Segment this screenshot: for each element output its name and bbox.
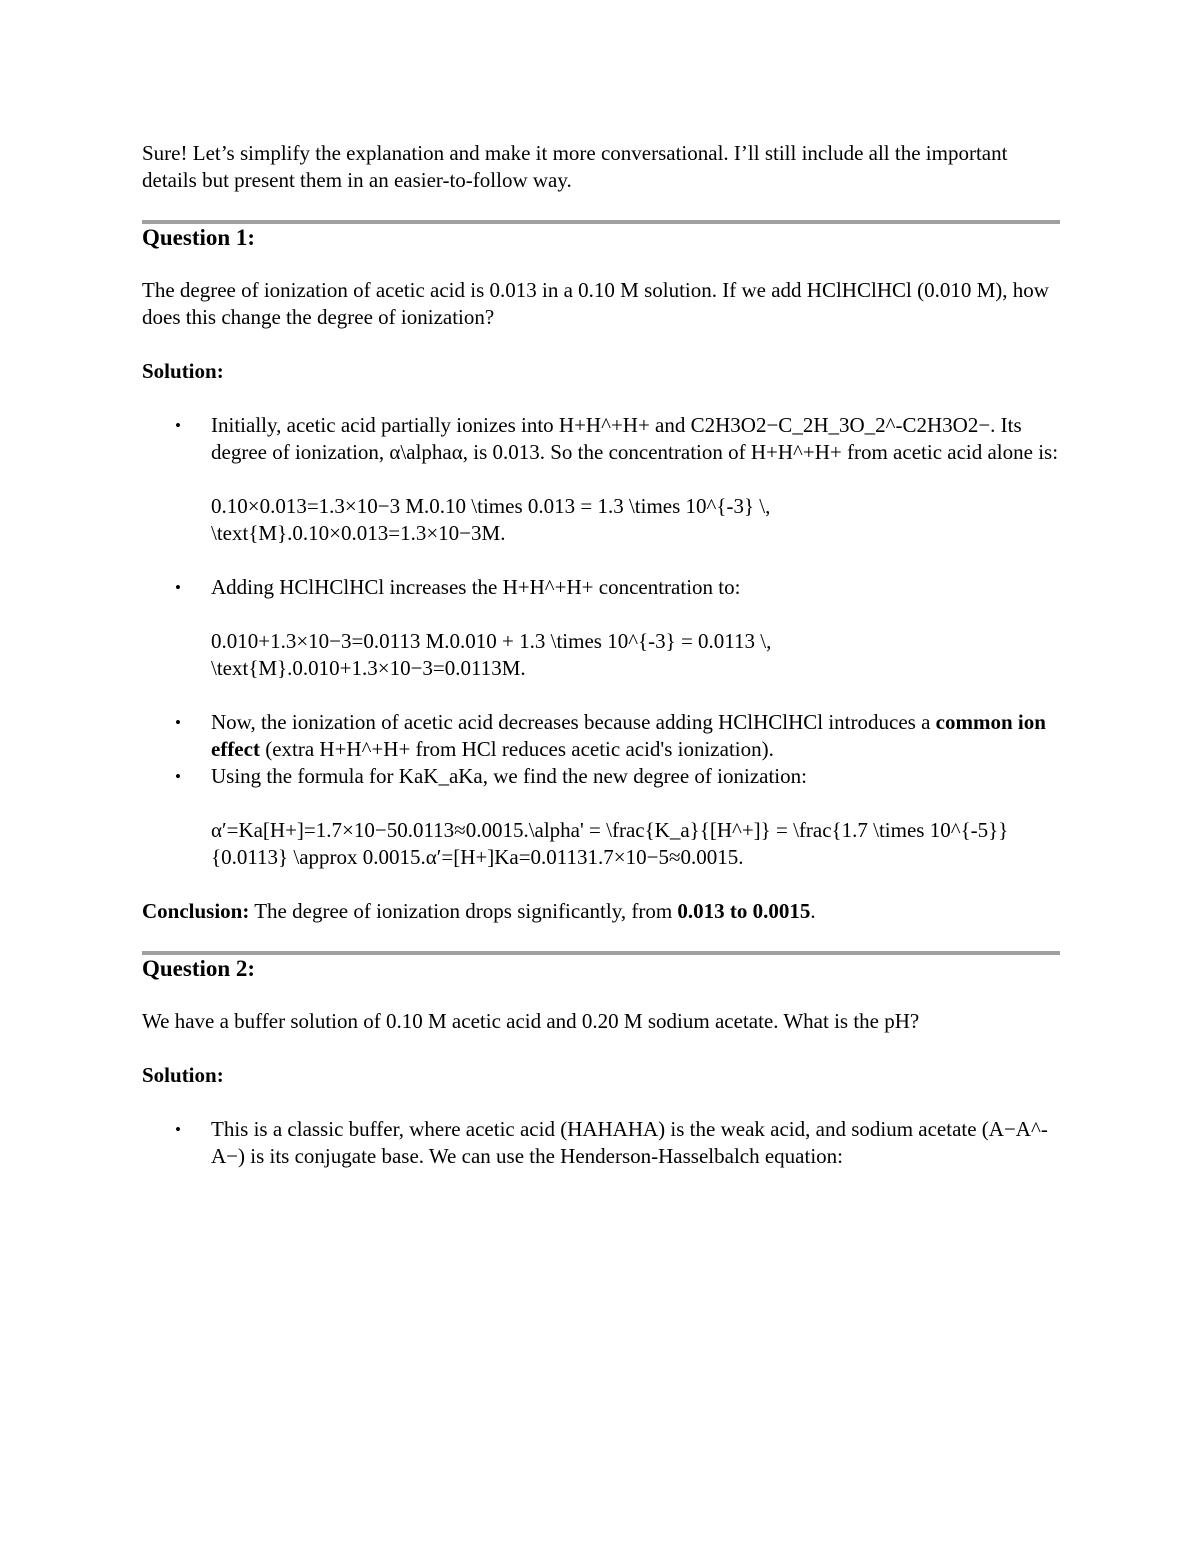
conclusion-end: . [810, 899, 816, 923]
question-1-solution-label: Solution: [142, 359, 224, 383]
bullet-icon: • [175, 578, 181, 597]
bullet-icon: • [175, 1120, 181, 1139]
step-text-part: (extra H+H^+H+ from HCl reduces acetic acid's ionization). [259, 737, 774, 761]
bullet-icon: • [175, 713, 181, 732]
question-2-solution-label: Solution: [142, 1063, 224, 1087]
step-text: This is a classic buffer, where acetic acid (HAHAHA) is the weak acid, and sodium acetate (A−A^-A−) is its conjugate base. We can use the Henderson-Hasselbalch equation: [211, 1117, 1048, 1168]
list-item [142, 709, 1060, 763]
step-text [211, 709, 1060, 763]
question-2-prompt: We have a buffer solution of 0.10 M acetic acid and 0.20 M sodium acetate. What is the pH? [142, 1009, 920, 1033]
question-1-steps [142, 412, 1060, 871]
step-formula: 0.010+1.3×10−3=0.0113 M.0.010 + 1.3 \times 10^{-3} = 0.0113 \, \text{M}.0.010+1.3×10−3=0.0113M. [211, 629, 772, 680]
question-1-heading: Question 1: [142, 225, 256, 250]
step-text: Initially, acetic acid partially ionizes into H+H^+H+ and C2H3O2−C_2H_3O_2^-C2H3O2−. Its degree of ionization, α\alphaα, is 0.013. So the concentration of H+H^+H+ from acetic acid alone is: [211, 413, 1059, 464]
question-1-conclusion [142, 898, 1060, 925]
question-2-steps [142, 1116, 1060, 1170]
list-item [142, 1116, 1060, 1170]
question-2-heading: Question 2: [142, 956, 256, 981]
conclusion-text: The degree of ionization drops significantly, from [249, 899, 678, 923]
conclusion-values: 0.013 to 0.0015 [677, 899, 811, 923]
list-item [142, 763, 1060, 871]
step-formula: α′=Ka[H+]=1.7×10−50.0113≈0.0015.\alpha' = \frac{K_a}{[H^+]} = \frac{1.7 \times 10^{-5}}{0.0113} \approx 0.0015.α′=[H+]Ka​=0.01131.7×10−5​≈0.0015. [211, 818, 1009, 869]
step-formula: 0.10×0.013=1.3×10−3 M.0.10 \times 0.013 = 1.3 \times 10^{-3} \, \text{M}.0.10×0.013=1.3×10−3M. [211, 494, 771, 545]
step-text: Using the formula for KaK_aKa, we find the new degree of ionization: [211, 764, 807, 788]
conclusion-label: Conclusion: [142, 899, 250, 923]
list-item [142, 574, 1060, 682]
list-item [142, 412, 1060, 547]
bullet-icon: • [175, 767, 181, 786]
step-text: Adding HClHClHCl increases the H+H^+H+ concentration to: [211, 575, 741, 599]
bullet-icon: • [175, 416, 181, 435]
intro-paragraph: Sure! Let’s simplify the explanation and make it more conversational. I’ll still include all the important details but present them in an easier-to-follow way. [142, 141, 1008, 192]
question-1-prompt: The degree of ionization of acetic acid is 0.013 in a 0.10 M solution. If we add HClHClHCl (0.010 M), how does this change the degree of ionization? [142, 278, 1049, 329]
step-text-part: Now, the ionization of acetic acid decreases because adding HClHClHCl introduces a [211, 710, 936, 734]
common-ion-effect-term: common ion effect [211, 710, 1046, 761]
document-body [142, 140, 1060, 1170]
